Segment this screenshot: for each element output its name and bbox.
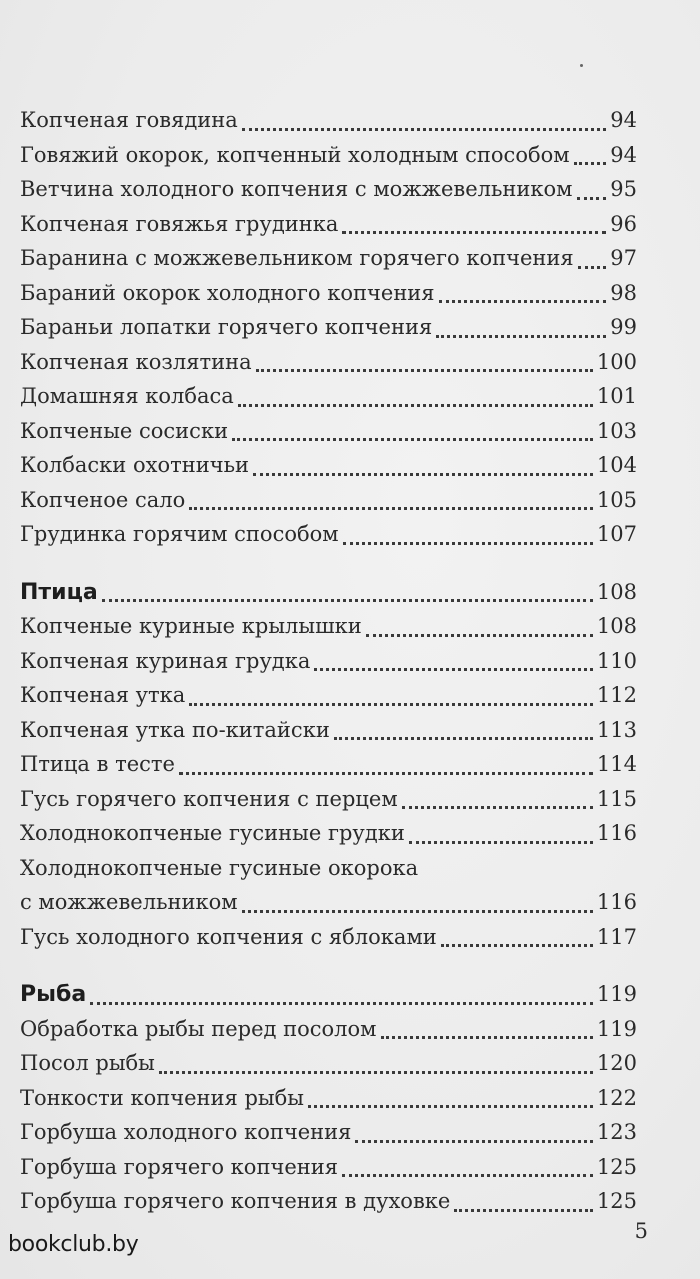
entry-page: 113 [596, 717, 637, 742]
toc-entry[interactable] [20, 747, 637, 782]
entry-title: Горбуша холодного копчения [20, 1120, 352, 1144]
toc-entry[interactable] [20, 276, 637, 311]
entry-page: 98 [610, 280, 637, 305]
dot-leader [578, 266, 607, 269]
toc-entry[interactable] [20, 414, 637, 449]
entry-title: Бараньи лопатки горячего копчения [20, 315, 433, 339]
entry-title: Посол рыбы [20, 1051, 155, 1075]
dot-leader [179, 772, 593, 775]
entry-title: Говяжий окорок, копченный холодным способом [20, 142, 570, 167]
toc-entry[interactable] [20, 138, 637, 173]
dot-leader [189, 507, 593, 510]
entry-page: 125 [596, 1189, 637, 1213]
dot-leader [90, 1002, 593, 1005]
entry-page: 117 [596, 924, 637, 949]
dot-leader [343, 542, 593, 545]
toc-section-fish[interactable] [20, 977, 637, 1012]
toc-entry[interactable] [20, 609, 637, 644]
dot-leader [355, 1140, 593, 1143]
entry-title: Горбуша горячего копчения в духовке [20, 1189, 451, 1213]
dot-leader [159, 1071, 593, 1074]
section-gap [20, 954, 637, 977]
entry-title: Гусь горячего копчения с перцем [20, 786, 398, 811]
dot-leader [342, 231, 606, 234]
entry-page: 116 [596, 890, 637, 914]
entry-title: Баранина с можжевельником горячего копчения [20, 246, 574, 270]
entry-page: 101 [596, 384, 637, 408]
entry-page: 119 [596, 1016, 637, 1041]
toc-entry[interactable] [20, 1150, 637, 1185]
dot-leader [436, 335, 606, 338]
section-title: Рыба [20, 982, 87, 1007]
toc-entry-poultry-last[interactable] [20, 920, 637, 955]
entry-title: Домашняя колбаса [20, 384, 234, 408]
dot-leader [441, 944, 593, 947]
toc-entry[interactable] [20, 816, 637, 851]
entry-title: Копченая козлятина [20, 349, 252, 374]
entry-page: 120 [596, 1051, 637, 1075]
toc-entry[interactable] [20, 241, 637, 276]
entry-title: Птица в тесте [20, 752, 175, 776]
print-speck [580, 64, 583, 67]
dot-leader [242, 910, 593, 913]
entry-page: 125 [596, 1154, 637, 1179]
dot-leader [574, 162, 607, 165]
dot-leader [577, 197, 607, 200]
section-page: 119 [596, 982, 637, 1006]
dot-leader [238, 404, 593, 407]
entry-title: Копченые сосиски [20, 418, 229, 443]
toc-entry[interactable] [20, 713, 637, 748]
toc-entry[interactable] [20, 517, 637, 552]
dot-leader [189, 703, 593, 706]
entry-title: Колбаски охотничьи [20, 453, 250, 477]
dot-leader [242, 128, 606, 131]
entry-title: Обработка рыбы перед посолом [20, 1016, 377, 1041]
section-gap [20, 552, 637, 575]
entry-page: 94 [610, 108, 637, 132]
dot-leader [253, 473, 593, 476]
dot-leader [454, 1209, 593, 1212]
toc-entry[interactable] [20, 310, 637, 345]
toc-entry[interactable] [20, 103, 637, 138]
dot-leader [439, 300, 607, 303]
entry-page: 105 [596, 487, 637, 512]
toc-section-poultry[interactable] [20, 575, 637, 610]
entry-title: Копченая утка [20, 683, 186, 707]
entry-title: Копченая утка по-китайски [20, 717, 330, 742]
entry-title: Копченая говядина [20, 108, 238, 132]
entry-title: Тонкости копчения рыбы [20, 1085, 304, 1110]
watermark-logo: bookclub.by [8, 1232, 139, 1257]
entry-title-line1: Холоднокопченые гусиные окорока [20, 855, 419, 880]
dot-leader [381, 1036, 593, 1039]
dot-leader [102, 599, 593, 602]
section-title: Птица [20, 579, 98, 605]
entry-page: 95 [610, 177, 637, 201]
entry-title: Грудинка горячим способом [20, 522, 339, 546]
entry-title: Копченая куриная грудка [20, 648, 311, 673]
entry-page: 97 [610, 246, 637, 270]
poultry-entries-list [20, 609, 637, 851]
entry-title: Копченое сало [20, 487, 186, 512]
dot-leader [308, 1105, 593, 1108]
entry-page: 100 [596, 349, 637, 374]
toc-entry[interactable] [20, 379, 637, 414]
entry-page: 112 [596, 683, 637, 707]
toc-entry[interactable] [20, 1115, 637, 1150]
entry-page: 123 [596, 1120, 637, 1144]
table-of-contents [20, 103, 637, 1219]
entry-title: Копченые куриные крылышки [20, 614, 362, 638]
dot-leader [256, 369, 593, 372]
toc-entry[interactable] [20, 207, 637, 242]
toc-entry[interactable] [20, 448, 637, 483]
entry-page: 115 [596, 786, 637, 811]
entry-page: 104 [596, 453, 637, 477]
entry-page: 116 [596, 821, 637, 845]
toc-entry[interactable] [20, 678, 637, 713]
entry-page: 103 [596, 418, 637, 443]
toc-entry[interactable] [20, 1184, 637, 1219]
entry-page: 110 [596, 648, 637, 673]
dot-leader [232, 438, 593, 441]
entry-title: Ветчина холодного копчения с можжевельником [20, 177, 573, 201]
toc-entry[interactable] [20, 483, 637, 518]
toc-entry-multiline-first[interactable] [20, 851, 637, 886]
entry-page: 94 [610, 142, 637, 167]
entry-title-line2: с можжевельником [20, 890, 238, 914]
toc-entry[interactable] [20, 1046, 637, 1081]
toc-entry[interactable] [20, 1081, 637, 1116]
toc-entry[interactable] [20, 1012, 637, 1047]
entry-page: 96 [610, 211, 637, 236]
entry-title: Копченая говяжья грудинка [20, 211, 339, 236]
entry-page: 114 [596, 752, 637, 776]
entry-title: Гусь холодного копчения с яблоками [20, 924, 437, 949]
dot-leader [342, 1174, 593, 1177]
entry-title: Горбуша горячего копчения [20, 1154, 338, 1179]
dot-leader [366, 634, 593, 637]
dot-leader [334, 737, 593, 740]
entry-page: 122 [596, 1085, 637, 1110]
dot-leader [314, 668, 593, 671]
fish-entries-list [20, 1012, 637, 1219]
entry-title: Холоднокопченые гусиные грудки [20, 821, 405, 845]
meat-entries-list [20, 103, 637, 552]
toc-entry[interactable] [20, 782, 637, 817]
toc-entry[interactable] [20, 644, 637, 679]
section-page: 108 [596, 579, 637, 604]
page-number: 5 [634, 1219, 648, 1243]
dot-leader [409, 841, 593, 844]
entry-page: 99 [610, 315, 637, 339]
dot-leader [402, 806, 593, 809]
entry-page: 108 [596, 614, 637, 638]
toc-entry-multiline-second[interactable] [20, 885, 637, 920]
toc-entry[interactable] [20, 172, 637, 207]
entry-title: Бараний окорок холодного копчения [20, 280, 435, 305]
entry-page: 107 [596, 522, 637, 546]
toc-entry[interactable] [20, 345, 637, 380]
